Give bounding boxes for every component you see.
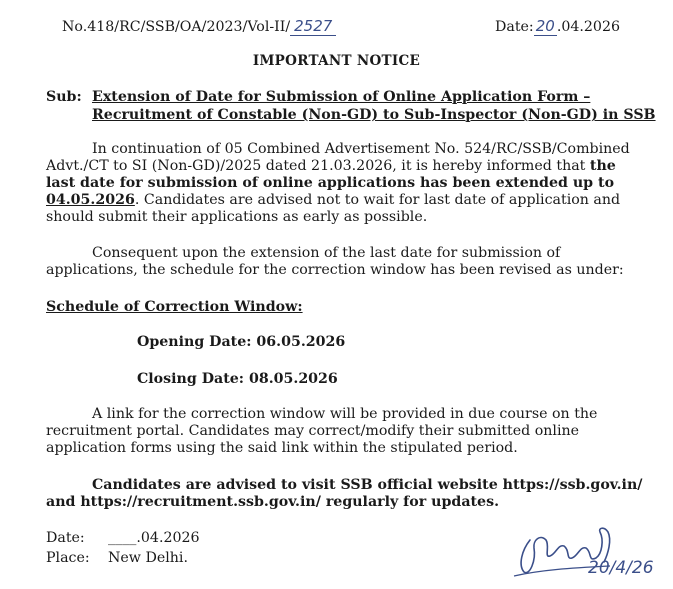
para1-line-2-bold: the <box>589 158 616 174</box>
notice-date <box>495 18 620 36</box>
handwritten-date-day: 20 <box>535 17 555 35</box>
extended-date: 04.05.2026 <box>46 192 135 208</box>
opening-date: Opening Date: 06.05.2026 <box>137 334 346 350</box>
schedule-title: Schedule of Correction Window: <box>46 299 303 315</box>
signature-date: 20/4/26 <box>588 558 654 578</box>
para1-line-3: last date for submission of online applications has been extended up to <box>46 175 615 191</box>
para1-line-5: should submit their applications as early as possible. <box>46 209 428 225</box>
closing-date: Closing Date: 08.05.2026 <box>137 371 338 387</box>
date-label: Date: <box>495 19 534 35</box>
para3-line-1: A link for the correction window will be provided in due course on the <box>92 406 598 422</box>
advisory-line-1: Candidates are advised to visit SSB official website https://ssb.gov.in/ <box>92 477 643 493</box>
subject-label: Sub: <box>46 89 82 105</box>
reference-prefix: No.418/RC/SSB/OA/2023/Vol-II/ <box>62 19 291 35</box>
para1-line-4-text: . Candidates are advised not to wait for last date of application and <box>134 192 621 208</box>
para3-line-3: application forms using the said link within the stipulated period. <box>46 440 518 456</box>
footer-place-value: New Delhi. <box>108 550 188 566</box>
footer-place-label: Place: <box>46 550 90 566</box>
para1-line-1: In continuation of 05 Combined Advertisement No. 524/RC/SSB/Combined <box>92 141 630 157</box>
para2-line-2: applications, the schedule for the correction window has been revised as under: <box>46 262 624 278</box>
advisory-line-2: and https://recruitment.ssb.gov.in/ regularly for updates. <box>46 494 500 510</box>
para1-line-4 <box>46 192 644 209</box>
footer-date-value: ____.04.2026 <box>108 530 200 546</box>
para3-line-2: recruitment portal. Candidates may correct/modify their submitted online <box>46 423 580 439</box>
subject-line-1: Extension of Date for Submission of Online Application Form – <box>92 89 591 105</box>
signature <box>500 510 673 584</box>
notice-heading: IMPORTANT NOTICE <box>252 53 421 69</box>
date-rest: .04.2026 <box>556 19 620 35</box>
para2-line-1: Consequent upon the extension of the last date for submission of <box>92 245 561 261</box>
para1-line-2 <box>46 158 644 175</box>
subject-line-2: Recruitment of Constable (Non-GD) to Sub-Inspector (Non-GD) in SSB <box>92 107 656 123</box>
para1-line-2-text: Advt./CT to SI (Non-GD)/2025 dated 21.03.2026, it is hereby informed that <box>46 158 590 174</box>
footer-date-label: Date: <box>46 530 85 546</box>
handwritten-reference-no: 2527 <box>290 18 336 36</box>
reference-number <box>62 18 336 36</box>
